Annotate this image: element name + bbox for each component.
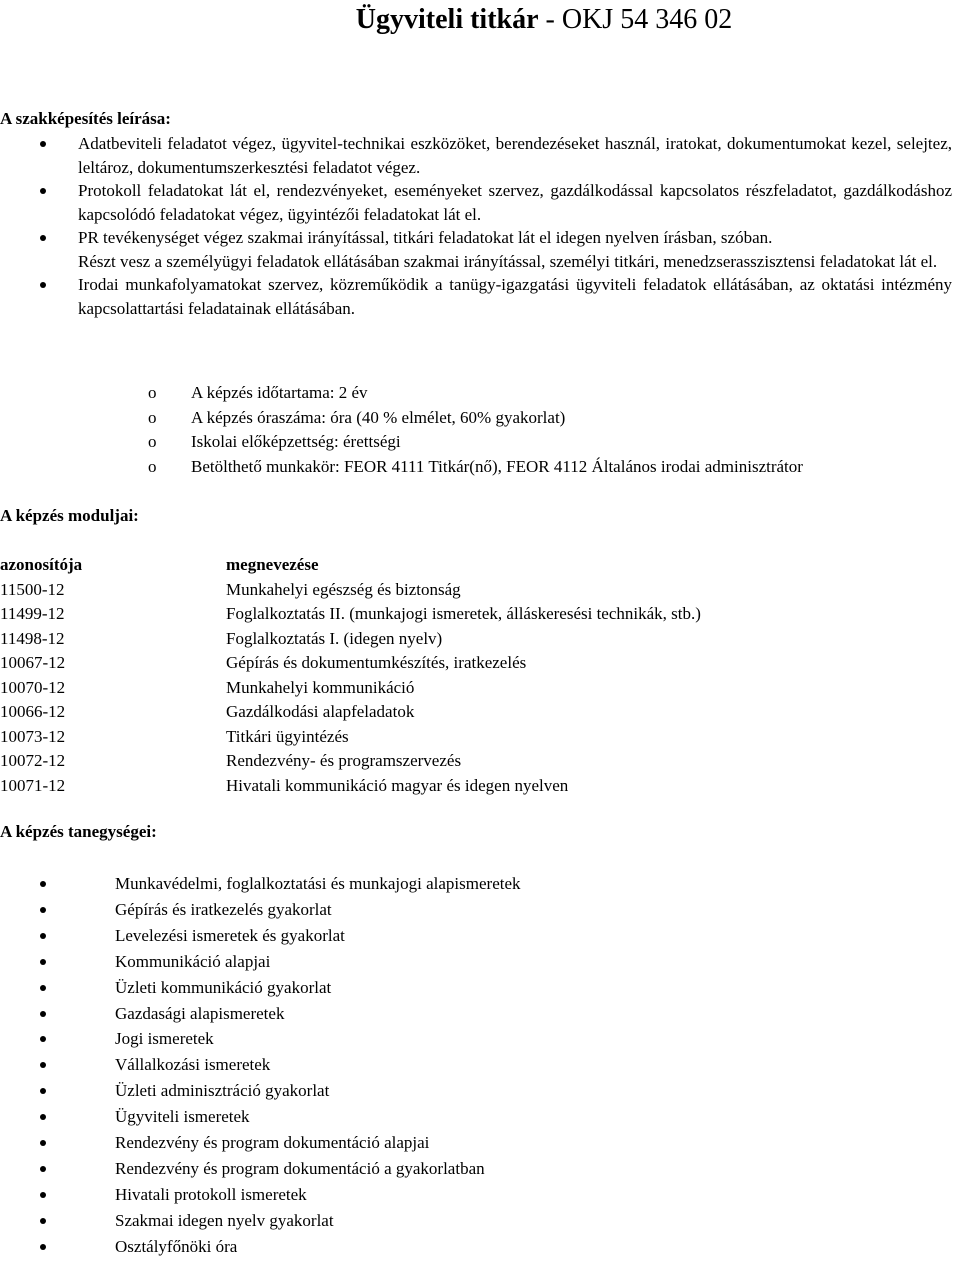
bullet-icon	[40, 188, 46, 194]
table-row	[0, 627, 701, 652]
description-heading: A szakképesítés leírása:	[0, 109, 171, 128]
unit-text: Gazdasági alapismeretek	[115, 1003, 285, 1023]
unit-text: Ügyviteli ismeretek	[115, 1107, 250, 1127]
title-main: Ügyviteli titkár	[355, 4, 539, 35]
module-name: Gazdálkodási alapfeladatok	[226, 702, 415, 721]
training-info-item	[148, 406, 803, 431]
table-row	[0, 749, 701, 774]
unit-text: Jogi ismeretek	[115, 1029, 214, 1049]
list-item	[0, 1156, 521, 1182]
modules-header-row	[0, 553, 701, 578]
module-id: 11500-12	[0, 579, 65, 599]
circle-bullet-icon: o	[148, 383, 157, 402]
unit-text: Gépírás és iratkezelés gyakorlat	[115, 899, 332, 919]
bullet-icon	[40, 959, 46, 965]
bullet-icon	[40, 881, 46, 887]
bullet-icon	[40, 235, 46, 241]
bullet-icon	[40, 907, 46, 913]
bullet-icon	[40, 1140, 46, 1146]
description-item	[0, 179, 952, 226]
bullet-icon	[40, 933, 46, 939]
unit-text: Rendezvény és program dokumentáció alapjai	[115, 1133, 430, 1153]
description-text: PR tevékenységet végez szakmai irányítással, titkári feladatokat lát el idegen nyelven írásban, szóban.	[78, 228, 773, 247]
list-item	[0, 975, 521, 1001]
circle-bullet-icon: o	[148, 407, 157, 427]
training-info-text: A képzés óraszáma: óra (40 % elmélet, 60% gyakorlat)	[191, 407, 566, 427]
bullet-icon	[40, 1244, 46, 1250]
table-row	[0, 602, 701, 627]
module-name: Munkahelyi kommunikáció	[226, 677, 415, 697]
unit-text: Levelezési ismeretek és gyakorlat	[115, 925, 345, 945]
bullet-icon	[40, 141, 46, 147]
document-title	[0, 2, 960, 38]
bullet-icon	[40, 1011, 46, 1017]
training-info-item	[148, 455, 803, 480]
circle-bullet-icon: o	[148, 432, 157, 451]
bullet-icon	[40, 1192, 46, 1198]
description-item	[0, 273, 952, 320]
modules-heading: A képzés moduljai:	[0, 506, 139, 525]
list-item	[0, 949, 521, 975]
list-item	[0, 1130, 521, 1156]
bullet-icon	[40, 1062, 46, 1068]
module-id: 10066-12	[0, 702, 66, 721]
training-info-item	[148, 381, 803, 406]
list-item	[0, 871, 521, 897]
module-id: 11498-12	[0, 628, 65, 648]
list-item	[0, 1208, 521, 1234]
bullet-icon	[40, 1088, 46, 1094]
description-text: Adatbeviteli feladatot végez, ügyvitel-technikai eszközöket, berendezéseket használ, iratokat, dokumentumokat kezel, selejtez, leltároz, dokumentumszerkesztési feladatot végez.	[78, 134, 952, 177]
training-info-text: A képzés időtartama: 2 év	[191, 383, 368, 402]
module-name: Rendezvény- és programszervezés	[226, 751, 462, 770]
bullet-icon	[40, 282, 46, 288]
module-name: Foglalkoztatás II. (munkajogi ismeretek, álláskeresési technikák, stb.)	[226, 604, 701, 623]
unit-text: Vállalkozási ismeretek	[115, 1055, 271, 1075]
unit-text: Szakmai idegen nyelv gyakorlat	[115, 1210, 334, 1230]
list-item	[0, 1182, 521, 1208]
module-name: Foglalkoztatás I. (idegen nyelv)	[226, 628, 443, 648]
unit-text: Osztályfőnöki óra	[115, 1236, 238, 1256]
circle-bullet-icon: o	[148, 456, 157, 476]
table-row	[0, 700, 701, 725]
description-text: Részt vesz a személyügyi feladatok ellátásában szakmai irányítással, személyi titkári, menedzserasszisztensi feladatokat lát el.	[78, 251, 938, 271]
bullet-icon	[40, 985, 46, 991]
list-item	[0, 1078, 521, 1104]
unit-text: Kommunikáció alapjai	[115, 951, 271, 971]
description-item	[0, 132, 952, 179]
table-row	[0, 578, 701, 603]
unit-text: Hivatali protokoll ismeretek	[115, 1184, 307, 1204]
unit-text: Rendezvény és program dokumentáció a gyakorlatban	[115, 1158, 485, 1178]
unit-text: Üzleti adminisztráció gyakorlat	[115, 1081, 330, 1101]
module-name: Gépírás és dokumentumkészítés, iratkezelés	[226, 653, 527, 672]
units-list	[0, 871, 521, 1260]
bullet-icon	[40, 1036, 46, 1042]
list-item	[0, 1104, 521, 1130]
title-separator: -	[538, 4, 562, 35]
table-row	[0, 725, 701, 750]
column-header-id: azonosítója	[0, 555, 83, 574]
list-item	[0, 923, 521, 949]
units-heading: A képzés tanegységei:	[0, 822, 157, 841]
table-row	[0, 774, 701, 799]
training-info-item	[148, 430, 803, 455]
training-info-text: Betölthető munkakör: FEOR 4111 Titkár(nő), FEOR 4112 Általános irodai adminisztrátor	[191, 456, 803, 476]
column-header-name: megnevezése	[226, 555, 319, 574]
module-id: 10073-12	[0, 726, 66, 746]
unit-text: Üzleti kommunikáció gyakorlat	[115, 977, 332, 997]
module-id: 10070-12	[0, 677, 66, 697]
table-row	[0, 651, 701, 676]
module-id: 11499-12	[0, 604, 65, 623]
bullet-icon	[40, 1166, 46, 1172]
table-row	[0, 676, 701, 701]
bullet-icon	[40, 1218, 46, 1224]
module-id: 10071-12	[0, 775, 66, 795]
description-text: Protokoll feladatokat lát el, rendezvényeket, eseményeket szervez, gazdálkodással kapcsolatos részfeladatot, gazdálkodáshoz kapcsolódó feladatokat végez, ügyintézői feladatokat lát el.	[78, 181, 952, 224]
description-list	[0, 132, 952, 320]
module-id: 10067-12	[0, 653, 66, 672]
title-code: OKJ 54 346 02	[561, 4, 733, 35]
list-item	[0, 1001, 521, 1027]
description-item	[0, 226, 952, 273]
list-item	[0, 897, 521, 923]
training-info-list	[148, 381, 803, 479]
unit-text: Munkavédelmi, foglalkoztatási és munkajogi alapismeretek	[115, 874, 521, 893]
training-info-text: Iskolai előképzettség: érettségi	[191, 432, 401, 451]
module-name: Munkahelyi egészség és biztonság	[226, 579, 461, 599]
module-id: 10072-12	[0, 751, 66, 770]
list-item	[0, 1234, 521, 1260]
module-name: Titkári ügyintézés	[226, 726, 349, 746]
list-item	[0, 1052, 521, 1078]
module-name: Hivatali kommunikáció magyar és idegen nyelven	[226, 775, 569, 795]
bullet-icon	[40, 1114, 46, 1120]
list-item	[0, 1026, 521, 1052]
description-text: Irodai munkafolyamatokat szervez, közreműködik a tanügy-igazgatási ügyviteli feladatok ellátásában, az oktatási intézmény kapcsolattartási feladatainak ellátásában.	[78, 275, 952, 318]
modules-table	[0, 553, 701, 798]
